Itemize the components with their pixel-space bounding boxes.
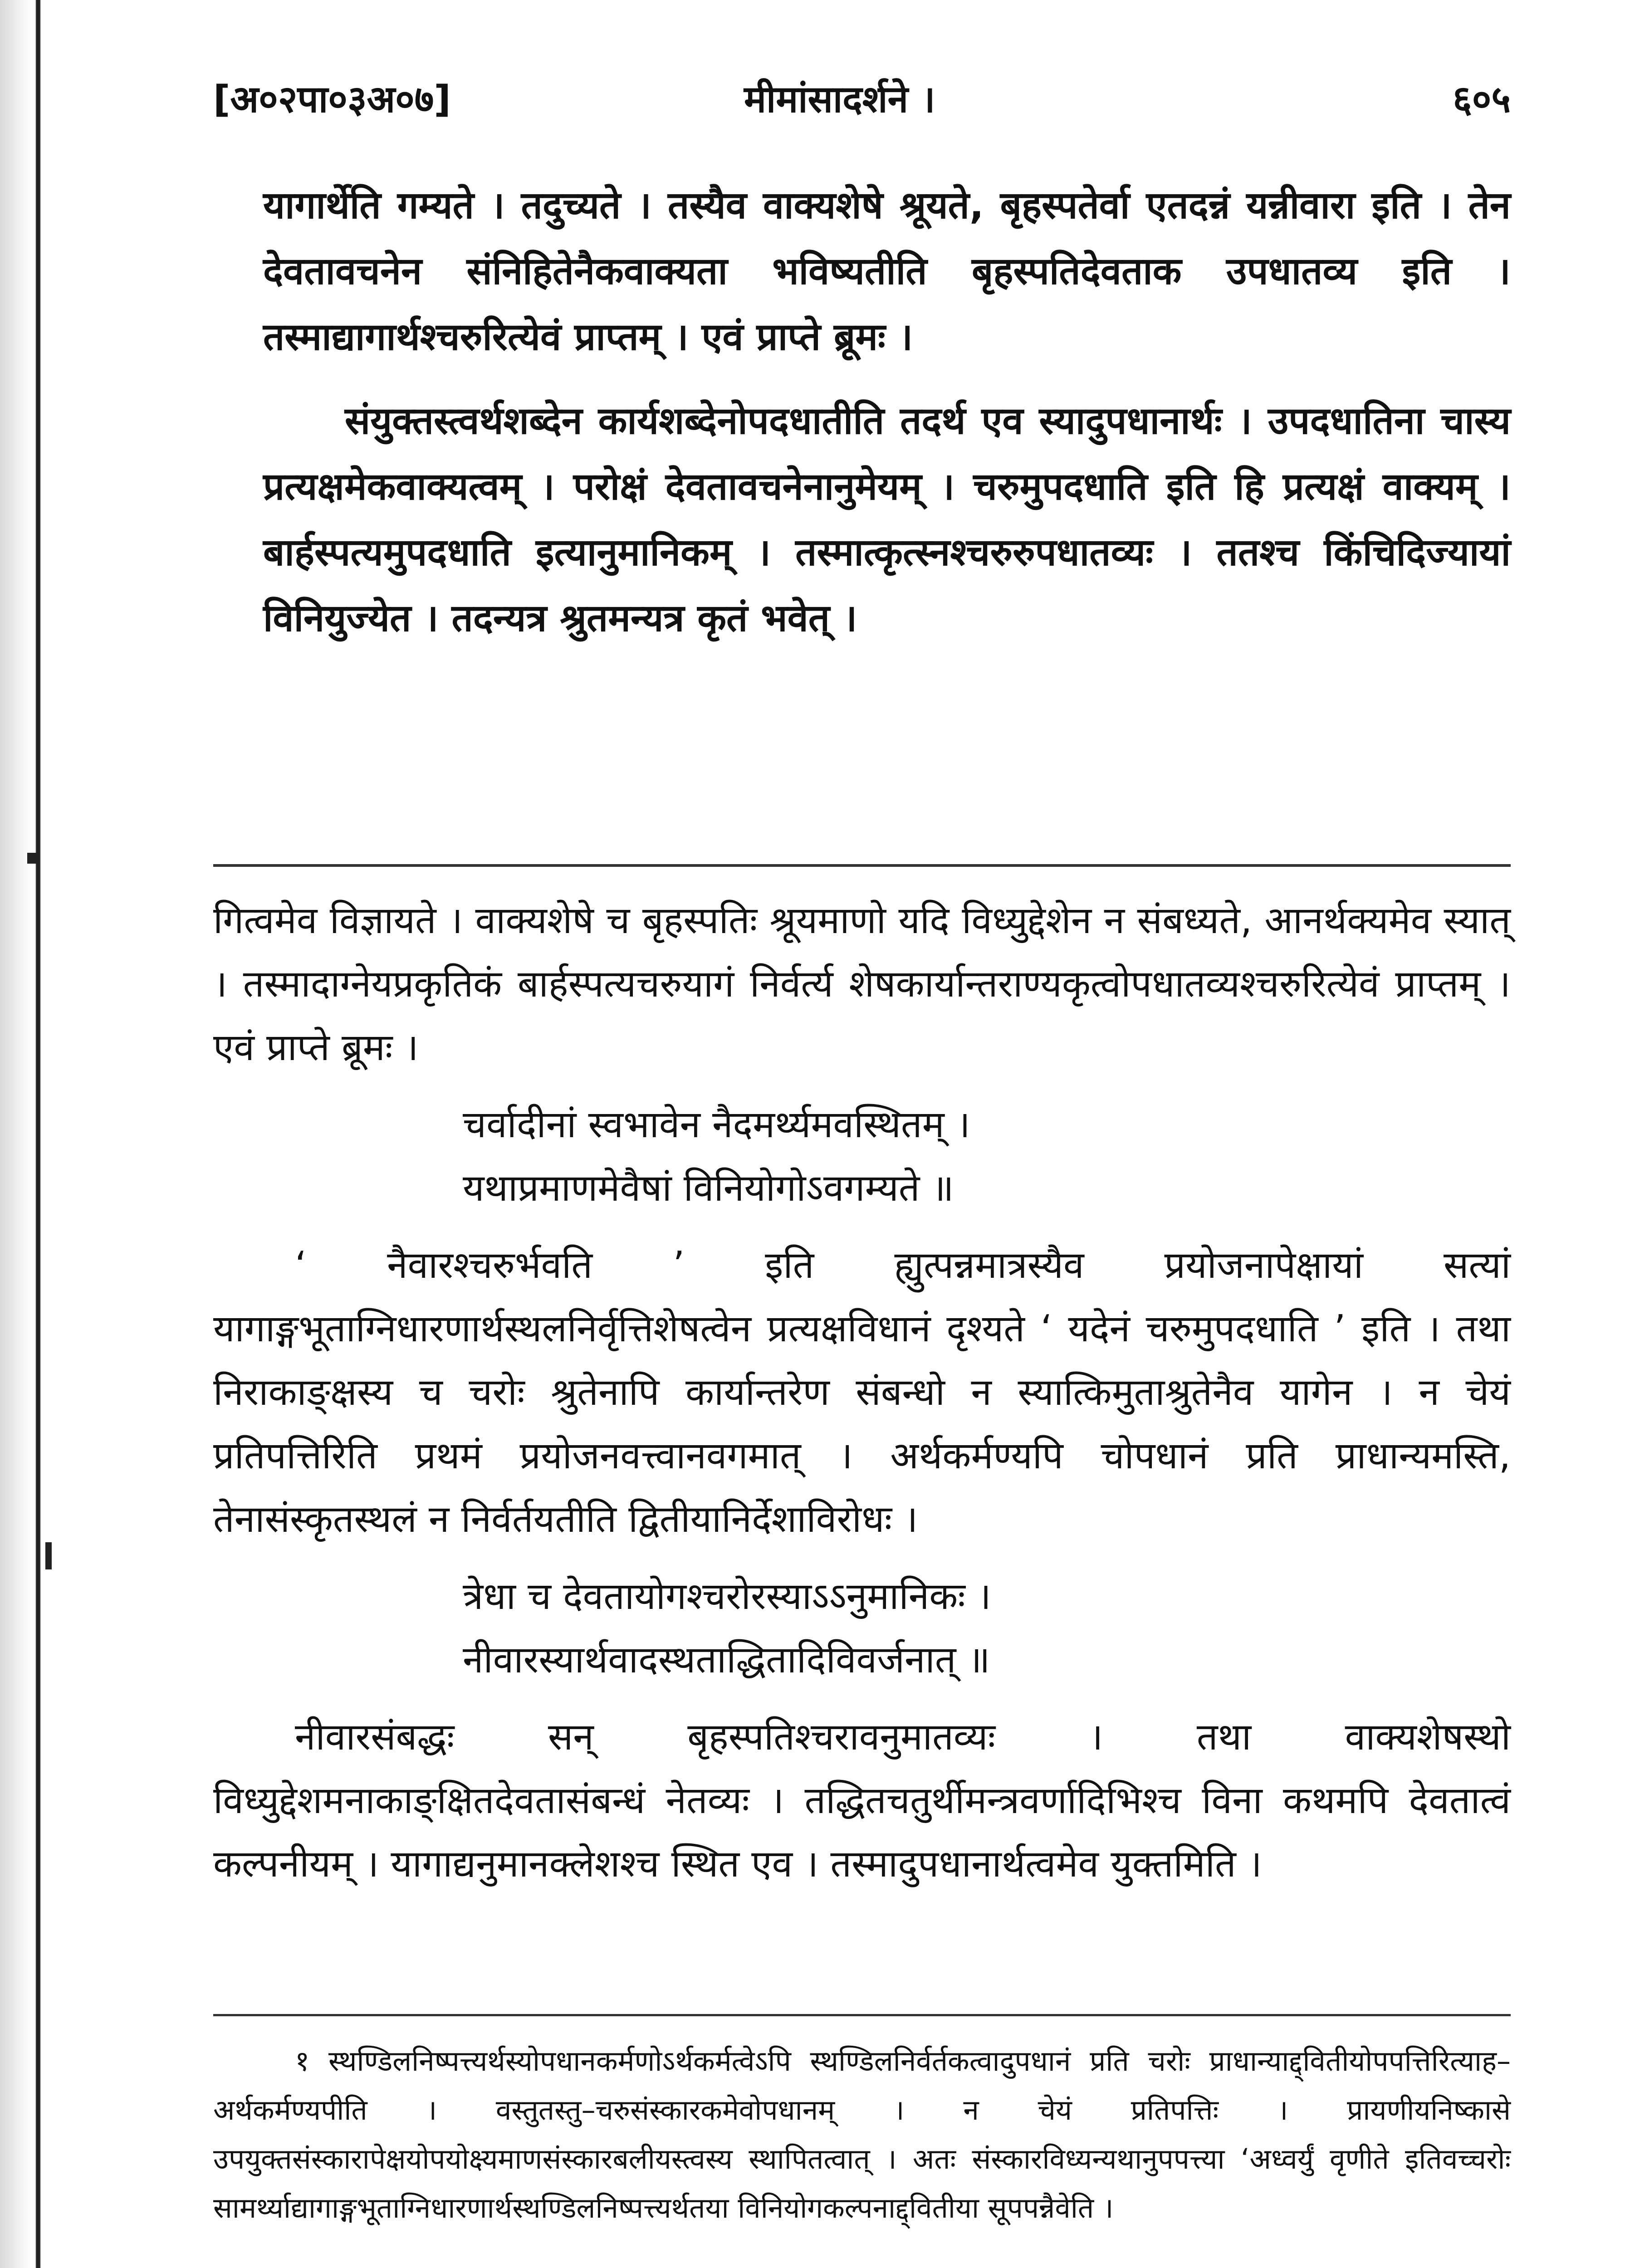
footnote-text: १ स्थण्डिलनिष्पत्त्यर्थस्योपधानकर्मणोऽर्थकर्मत्वेऽपि स्थण्डिलनिर्वर्तकत्वादुपधानं प्रति चरोः प्राधान्याद्द्वितीयोपपत्तिरित्याह–अर्थकर्मण्यपीति । वस्तुतस्तु–चरुसंस्कारकमेवोपधानम् । न चेयं प्रतिपत्तिः । प्रायणीयनिष्कासे उपयुक्तसंस्कारापेक्षयोपयोक्ष्यमाणसंस्कारबलीयस्त्वस्य स्थापितत्वात् । अतः संस्कारविध्यन्यथानुपपत्त्या ‘अध्वर्युं वृणीते इतिवच्चरोः सामर्थ्याद्यागाङ्गभूताग्निधारणार्थस्थण्डिलनिष्पत्त्यर्थतया विनियोगकल्पनाद्द्वितीया सूपपन्नैवेति । bbox=[213, 2044, 1511, 2224]
scanned-binding-edge bbox=[0, 0, 41, 2268]
footnote bbox=[213, 2037, 1511, 2233]
commentary bbox=[213, 889, 1511, 1896]
commentary-paragraph: गित्वमेव विज्ञायते । वाक्यशेषे च बृहस्पतिः श्रूयमाणो यदि विध्युद्देशेन न संबध्यते, आनर्थक्यमेव स्यात् । तस्मादाग्नेयप्रकृतिकं बार्हस्पत्यचरुयागं निर्वर्त्य शेषकार्यान्तराण्यकृत्वोपधातव्यश्चरुरित्येवं प्राप्तम् । एवं प्राप्ते ब्रूमः । bbox=[213, 899, 1511, 1069]
main-text bbox=[263, 172, 1511, 651]
verse-line: नीवारस्यार्थवादस्थताद्धितादिविवर्जनात् ॥ bbox=[463, 1638, 990, 1681]
verse-line: त्रेधा च देवतायोगश्चरोरस्याऽऽनुमानिकः । bbox=[463, 1575, 991, 1618]
page-number: ६०५ bbox=[1453, 78, 1511, 121]
footnote-divider bbox=[213, 2014, 1511, 2016]
commentary-paragraph: नीवारसंबद्धः सन् बृहस्पतिश्चरावनुमातव्यः । तथा वाक्यशेषस्थो विध्युद्देशमनाकाङ्क्षितदेवतासंबन्धं नेतव्यः । तद्धितचतुर्थीमन्त्रवर्णादिभिश्च विना कथमपि देवतात्वं कल्पनीयम् । यागाद्यनुमानक्लेशश्च स्थित एव । तस्मादुपधानार्थत्वमेव युक्तमिति । bbox=[213, 1716, 1511, 1886]
main-paragraph: यागार्थेति गम्यते । तदुच्यते । तस्यैव वाक्यशेषे श्रूयते, बृहस्पतेर्वा एतदन्नं यन्नीवारा इति । तेन देवतावचनेन संनिहितेनैकवाक्यता भविष्यतीति बृहस्पतिदेवताक उपधातव्य इति । तस्माद्यागार्थश्चरुरित्येवं प्राप्तम् । एवं प्राप्ते ब्रूमः । bbox=[263, 183, 1511, 359]
margin-mark bbox=[27, 853, 39, 864]
running-header bbox=[213, 68, 1511, 132]
commentary-paragraph: ‘ नैवारश्चरुर्भवति ’ इति ह्युत्पन्नमात्रस्यैव प्रयोजनापेक्षायां सत्यां यागाङ्गभूताग्निधारणार्थस्थलनिर्वृत्तिशेषत्वेन प्रत्यक्षविधानं दृश्यते ‘ यदेनं चरुमुपदधाति ’ इति । तथा निराकाङ्क्षस्य च चरोः श्रुतेनापि कार्यान्तरेण संबन्धो न स्यात्किमुताश्रुतेनैव यागेन । न चेयं प्रतिपत्तिरिति प्रथमं प्रयोजनवत्त्वानवगमात् । अर्थकर्मण्यपि चोपधानं प्रति प्राधान्यमस्ति, तेनासंस्कृतस्थलं न निर्वर्तयतीति द्वितीयानिर्देशाविरोधः । bbox=[213, 1244, 1511, 1541]
verse-line: यथाप्रमाणमेवैषां विनियोगोऽवगम्यते ॥ bbox=[463, 1167, 954, 1210]
main-paragraph: संयुक्तस्त्वर्थशब्देन कार्यशब्देनोपदधातीति तदर्थ एव स्यादुपधानार्थः । उपदधातिना चास्य प्रत्यक्षमेकवाक्यत्वम् । परोक्षं देवतावचनेनानुमेयम् । चरुमुपदधाति इति हि प्रत्यक्षं वाक्यम् । बार्हस्पत्यमुपदधाति इत्यानुमानिकम् । तस्मात्कृत्स्नश्चरुरुपधातव्यः । ततश्च किंचिदिज्यायां विनियुज्येत । तदन्यत्र श्रुतमन्यत्र कृतं भवेत् । bbox=[263, 399, 1511, 640]
verse bbox=[213, 1565, 1511, 1692]
verse-line: चर्वादीनां स्वभावेन नैदमर्थ्यमवस्थितम् । bbox=[463, 1103, 970, 1146]
book-title: मीमांसादर्शने । bbox=[744, 78, 935, 121]
margin-mark bbox=[45, 1542, 52, 1569]
section-reference: [अ०२पा०३अ०७] bbox=[213, 78, 451, 121]
verse bbox=[213, 1093, 1511, 1220]
section-divider bbox=[213, 864, 1511, 867]
